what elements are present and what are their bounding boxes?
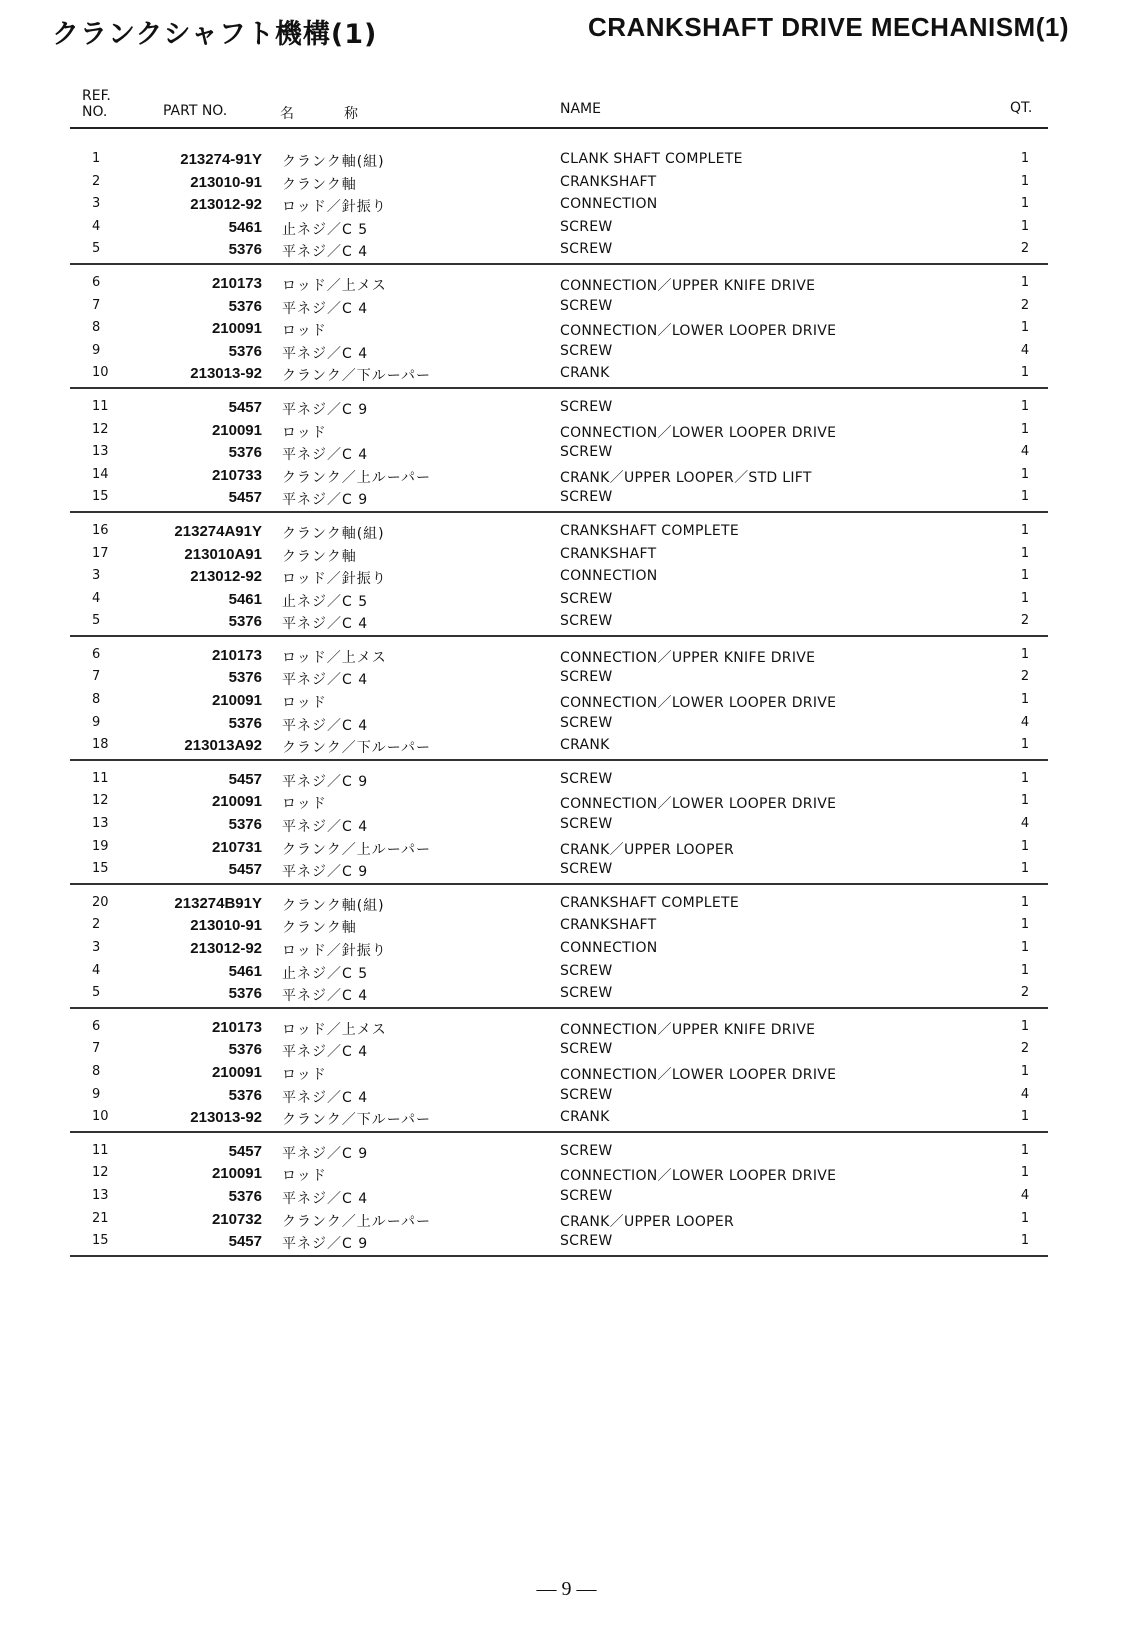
quantity-cell: 1 bbox=[1020, 421, 1030, 437]
part-no-cell: 5376 bbox=[228, 985, 262, 1003]
quantity-cell: 4 bbox=[1020, 444, 1030, 460]
name-cell: CONNECTION／UPPER KNIFE DRIVE bbox=[560, 1021, 816, 1038]
name-cell: SCREW bbox=[560, 444, 613, 461]
part-no-cell: 5376 bbox=[228, 297, 262, 315]
name-cell: SCREW bbox=[560, 613, 613, 630]
table-row bbox=[70, 362, 1048, 385]
quantity-cell: 1 bbox=[1020, 466, 1030, 482]
japanese-name-cell: 平ネジ／C 4 bbox=[282, 300, 369, 317]
part-no-cell: 5457 bbox=[228, 770, 262, 788]
parts-group bbox=[70, 265, 1048, 389]
japanese-name-cell: クランク／上ルーパー bbox=[282, 469, 432, 486]
japanese-name-cell: クランク／上ルーパー bbox=[282, 1213, 432, 1230]
part-no-cell: 5457 bbox=[228, 1233, 262, 1251]
header-quantity: QT. bbox=[1010, 100, 1033, 116]
ref-no-cell: 5 bbox=[92, 613, 101, 629]
ref-no-cell: 7 bbox=[92, 669, 101, 685]
name-cell: CLANK SHAFT COMPLETE bbox=[560, 151, 743, 167]
part-no-cell: 213012-92 bbox=[190, 196, 262, 214]
quantity-cell: 4 bbox=[1020, 1086, 1030, 1102]
table-row bbox=[70, 858, 1048, 881]
part-no-cell: 5376 bbox=[228, 816, 262, 834]
ref-no-cell: 5 bbox=[92, 241, 101, 257]
ref-no-cell: 8 bbox=[92, 1063, 101, 1079]
name-cell: CRANKSHAFT bbox=[560, 173, 657, 190]
quantity-cell: 1 bbox=[1020, 894, 1030, 910]
quantity-cell: 1 bbox=[1020, 770, 1030, 786]
japanese-name-cell: ロッド／上メス bbox=[282, 649, 387, 666]
ref-no-cell: 12 bbox=[92, 793, 109, 809]
part-no-cell: 5376 bbox=[228, 241, 262, 259]
part-no-cell: 5376 bbox=[228, 613, 262, 631]
name-cell: SCREW bbox=[560, 1233, 613, 1250]
ref-no-cell: 17 bbox=[92, 545, 109, 561]
part-no-cell: 210091 bbox=[211, 320, 262, 338]
quantity-cell: 1 bbox=[1020, 793, 1030, 809]
name-cell: CONNECTION bbox=[560, 568, 658, 585]
ref-no-cell: 8 bbox=[92, 320, 101, 336]
part-no-cell: 210733 bbox=[211, 466, 262, 484]
table-row bbox=[70, 712, 1048, 735]
table-row bbox=[70, 790, 1048, 813]
parts-group bbox=[70, 637, 1048, 761]
quantity-cell: 1 bbox=[1020, 646, 1030, 662]
name-cell: CONNECTION／LOWER LOOPER DRIVE bbox=[560, 424, 837, 441]
quantity-cell: 1 bbox=[1020, 838, 1030, 854]
part-no-cell: 210091 bbox=[211, 421, 262, 439]
japanese-name-cell: クランク軸(組) bbox=[282, 897, 385, 914]
name-cell: SCREW bbox=[560, 669, 613, 686]
table-row bbox=[70, 520, 1048, 543]
name-cell: CONNECTION／LOWER LOOPER DRIVE bbox=[560, 796, 837, 813]
quantity-cell: 1 bbox=[1020, 218, 1030, 234]
name-cell: SCREW bbox=[560, 962, 613, 979]
part-no-cell: 210731 bbox=[211, 838, 262, 856]
ref-no-cell: 18 bbox=[92, 737, 109, 753]
ref-no-cell: 7 bbox=[92, 297, 101, 313]
ref-no-cell: 19 bbox=[92, 838, 109, 854]
part-no-cell: 5376 bbox=[228, 1086, 262, 1104]
part-no-cell: 213012-92 bbox=[190, 940, 262, 957]
quantity-cell: 1 bbox=[1020, 692, 1030, 708]
part-no-cell: 5376 bbox=[228, 669, 262, 687]
part-no-cell: 213274-91Y bbox=[180, 151, 262, 168]
quantity-cell: 2 bbox=[1020, 985, 1030, 1001]
part-no-cell: 213013-92 bbox=[190, 365, 262, 383]
japanese-name-cell: 平ネジ／C 4 bbox=[282, 447, 369, 464]
page-title-english: CRANKSHAFT DRIVE MECHANISM(1) bbox=[587, 12, 1069, 42]
japanese-name-cell: ロッド／針振り bbox=[282, 199, 387, 216]
page-number: — 9 — bbox=[536, 1578, 597, 1600]
table-row bbox=[70, 419, 1048, 442]
japanese-name-cell: クランク軸 bbox=[282, 548, 357, 565]
japanese-name-cell: 平ネジ／C 4 bbox=[282, 1044, 369, 1061]
part-no-cell: 210091 bbox=[211, 692, 262, 710]
quantity-cell: 4 bbox=[1020, 816, 1030, 832]
quantity-cell: 4 bbox=[1020, 1187, 1030, 1203]
name-cell: SCREW bbox=[560, 297, 613, 314]
ref-no-cell: 9 bbox=[92, 714, 101, 730]
name-cell: SCREW bbox=[560, 1187, 613, 1204]
japanese-name-cell: クランク／上ルーパー bbox=[282, 841, 432, 858]
header-ref-line2: NO. bbox=[82, 104, 108, 120]
quantity-cell: 1 bbox=[1020, 962, 1030, 978]
part-no-cell: 5376 bbox=[228, 444, 262, 462]
quantity-cell: 1 bbox=[1020, 398, 1030, 414]
table-row bbox=[70, 317, 1048, 340]
name-cell: CRANK bbox=[560, 1109, 610, 1126]
parts-group bbox=[70, 513, 1048, 637]
japanese-name-cell: 平ネジ／C 9 bbox=[282, 401, 369, 418]
japanese-name-cell: 平ネジ／C 9 bbox=[282, 864, 369, 881]
ref-no-cell: 20 bbox=[92, 894, 109, 910]
name-cell: CRANKSHAFT bbox=[560, 545, 657, 562]
name-cell: CONNECTION／LOWER LOOPER DRIVE bbox=[560, 323, 837, 340]
name-cell: CRANKSHAFT bbox=[560, 917, 657, 934]
table-row bbox=[70, 644, 1048, 667]
japanese-name-cell: ロッド／針振り bbox=[282, 571, 387, 588]
ref-no-cell: 11 bbox=[92, 1142, 109, 1158]
table-row bbox=[70, 272, 1048, 295]
japanese-name-cell: 平ネジ／C 4 bbox=[282, 819, 369, 836]
japanese-name-cell: ロッド bbox=[282, 1168, 327, 1185]
ref-no-cell: 16 bbox=[92, 522, 109, 538]
quantity-cell: 1 bbox=[1020, 173, 1030, 189]
japanese-name-cell: ロッド／針振り bbox=[282, 943, 387, 959]
name-cell: CONNECTION／UPPER KNIFE DRIVE bbox=[560, 649, 816, 666]
part-no-cell: 5457 bbox=[228, 1142, 262, 1160]
ref-no-cell: 11 bbox=[92, 398, 109, 414]
part-no-cell: 213013A92 bbox=[184, 737, 262, 755]
table-row bbox=[70, 148, 1048, 171]
table-row bbox=[70, 441, 1048, 464]
quantity-cell: 1 bbox=[1020, 196, 1030, 212]
part-no-cell: 5461 bbox=[228, 218, 262, 236]
name-cell: CRANK／UPPER LOOPER bbox=[560, 841, 735, 858]
table-row bbox=[70, 1016, 1048, 1039]
table-row bbox=[70, 734, 1048, 757]
table-row bbox=[70, 171, 1048, 194]
japanese-name-cell: クランク／下ルーパー bbox=[282, 1112, 432, 1129]
table-row bbox=[70, 937, 1048, 960]
ref-no-cell: 9 bbox=[92, 342, 101, 358]
japanese-name-cell: 平ネジ／C 4 bbox=[282, 672, 369, 689]
table-row bbox=[70, 396, 1048, 419]
part-no-cell: 210732 bbox=[211, 1210, 262, 1228]
name-cell: SCREW bbox=[560, 985, 613, 1002]
table-row bbox=[70, 295, 1048, 318]
ref-no-cell: 3 bbox=[92, 940, 101, 955]
japanese-name-cell: クランク／下ルーパー bbox=[282, 740, 432, 757]
quantity-cell: 4 bbox=[1020, 714, 1030, 730]
part-no-cell: 5457 bbox=[228, 398, 262, 416]
table-row bbox=[70, 982, 1048, 1005]
name-cell: SCREW bbox=[560, 218, 613, 235]
table-row bbox=[70, 238, 1048, 261]
ref-no-cell: 13 bbox=[92, 444, 109, 460]
name-cell: SCREW bbox=[560, 1142, 613, 1159]
part-no-cell: 5376 bbox=[228, 1187, 262, 1205]
table-row bbox=[70, 1038, 1048, 1061]
quantity-cell: 4 bbox=[1020, 342, 1030, 358]
table-row bbox=[70, 1185, 1048, 1208]
quantity-cell: 1 bbox=[1020, 151, 1030, 166]
japanese-name-cell: ロッド／上メス bbox=[282, 277, 387, 294]
part-no-cell: 5461 bbox=[228, 590, 262, 608]
header-rule bbox=[70, 127, 1048, 129]
table-row bbox=[70, 543, 1048, 566]
japanese-name-cell: 平ネジ／C 4 bbox=[282, 616, 369, 633]
quantity-cell: 1 bbox=[1020, 1142, 1030, 1158]
japanese-name-cell: ロッド bbox=[282, 1066, 327, 1083]
part-no-cell: 213010-91 bbox=[190, 173, 262, 191]
ref-no-cell: 13 bbox=[92, 816, 109, 832]
quantity-cell: 1 bbox=[1020, 917, 1030, 933]
parts-group bbox=[70, 141, 1048, 265]
part-no-cell: 213274A91Y bbox=[174, 522, 262, 540]
quantity-cell: 1 bbox=[1020, 1018, 1030, 1034]
part-no-cell: 5376 bbox=[228, 714, 262, 732]
quantity-cell: 1 bbox=[1020, 365, 1030, 381]
ref-no-cell: 11 bbox=[92, 770, 109, 786]
japanese-name-cell: クランク軸 bbox=[282, 176, 357, 193]
name-cell: SCREW bbox=[560, 489, 613, 506]
japanese-name-cell: 平ネジ／C 9 bbox=[282, 492, 369, 509]
table-row bbox=[70, 1061, 1048, 1084]
part-no-cell: 5376 bbox=[228, 1041, 262, 1059]
table-row bbox=[70, 486, 1048, 509]
name-cell: CONNECTION／LOWER LOOPER DRIVE bbox=[560, 1168, 837, 1185]
quantity-cell: 1 bbox=[1020, 940, 1030, 955]
name-cell: SCREW bbox=[560, 816, 613, 833]
japanese-name-cell: 平ネジ／C 4 bbox=[282, 1190, 369, 1207]
part-no-cell: 5376 bbox=[228, 342, 262, 360]
page-title-japanese: クランクシャフト機構(1) bbox=[52, 19, 378, 50]
ref-no-cell: 13 bbox=[92, 1187, 109, 1203]
ref-no-cell: 2 bbox=[92, 173, 101, 189]
header-japanese-name bbox=[280, 103, 366, 123]
table-row bbox=[70, 689, 1048, 712]
table-row bbox=[70, 1208, 1048, 1231]
name-cell: SCREW bbox=[560, 398, 613, 415]
quantity-cell: 2 bbox=[1020, 241, 1030, 257]
parts-group bbox=[70, 389, 1048, 513]
table-row bbox=[70, 193, 1048, 216]
table-row bbox=[70, 464, 1048, 487]
quantity-cell: 1 bbox=[1020, 489, 1030, 505]
ref-no-cell: 4 bbox=[92, 962, 101, 978]
japanese-name-cell: 平ネジ／C 9 bbox=[282, 1145, 369, 1162]
ref-no-cell: 8 bbox=[92, 692, 101, 708]
name-cell: CRANK／UPPER LOOPER bbox=[560, 1213, 735, 1230]
name-cell: CRANKSHAFT COMPLETE bbox=[560, 522, 740, 539]
table-row bbox=[70, 768, 1048, 791]
japanese-name-cell: クランク軸(組) bbox=[282, 154, 385, 170]
part-no-cell: 213013-92 bbox=[190, 1109, 262, 1127]
header-jp-name-1: 名 bbox=[280, 106, 302, 122]
table-row bbox=[70, 340, 1048, 363]
japanese-name-cell: 平ネジ／C 4 bbox=[282, 244, 369, 261]
quantity-cell: 2 bbox=[1020, 297, 1030, 313]
ref-no-cell: 9 bbox=[92, 1086, 101, 1102]
ref-no-cell: 3 bbox=[92, 196, 101, 212]
ref-no-cell: 6 bbox=[92, 646, 101, 662]
table-row bbox=[70, 813, 1048, 836]
japanese-name-cell: 平ネジ／C 4 bbox=[282, 1089, 369, 1106]
ref-no-cell: 12 bbox=[92, 1165, 109, 1181]
name-cell: CONNECTION／LOWER LOOPER DRIVE bbox=[560, 1066, 837, 1083]
japanese-name-cell: ロッド／上メス bbox=[282, 1021, 387, 1038]
quantity-cell: 1 bbox=[1020, 590, 1030, 606]
quantity-cell: 1 bbox=[1020, 522, 1030, 538]
ref-no-cell: 4 bbox=[92, 218, 101, 234]
quantity-cell: 2 bbox=[1020, 669, 1030, 685]
table-row bbox=[70, 836, 1048, 859]
part-no-cell: 213010A91 bbox=[184, 545, 262, 563]
japanese-name-cell: クランク軸 bbox=[282, 920, 357, 937]
quantity-cell: 1 bbox=[1020, 1063, 1030, 1079]
ref-no-cell: 3 bbox=[92, 568, 101, 584]
table-row bbox=[70, 1140, 1048, 1163]
japanese-name-cell: 平ネジ／C 4 bbox=[282, 988, 369, 1005]
parts-group bbox=[70, 1133, 1048, 1257]
ref-no-cell: 15 bbox=[92, 861, 109, 877]
name-cell: SCREW bbox=[560, 714, 613, 731]
header-jp-name-2: 称 bbox=[344, 106, 366, 122]
quantity-cell: 1 bbox=[1020, 568, 1030, 584]
part-no-cell: 210173 bbox=[211, 274, 262, 292]
japanese-name-cell: ロッド bbox=[282, 424, 327, 441]
table-row bbox=[70, 610, 1048, 633]
parts-group bbox=[70, 885, 1048, 1009]
part-no-cell: 210091 bbox=[211, 1165, 262, 1183]
japanese-name-cell: ロッド bbox=[282, 796, 327, 813]
ref-no-cell: 10 bbox=[92, 365, 109, 381]
part-no-cell: 210173 bbox=[211, 646, 262, 664]
name-cell: CONNECTION／UPPER KNIFE DRIVE bbox=[560, 277, 816, 294]
quantity-cell: 1 bbox=[1020, 274, 1030, 290]
name-cell: CRANK bbox=[560, 737, 610, 754]
name-cell: SCREW bbox=[560, 861, 613, 878]
ref-no-cell: 15 bbox=[92, 489, 109, 505]
japanese-name-cell: ロッド bbox=[282, 323, 327, 340]
name-cell: SCREW bbox=[560, 241, 613, 258]
quantity-cell: 1 bbox=[1020, 1210, 1030, 1226]
name-cell: CRANK／UPPER LOOPER／STD LIFT bbox=[560, 469, 812, 486]
table-row bbox=[70, 588, 1048, 611]
ref-no-cell: 6 bbox=[92, 274, 101, 290]
ref-no-cell: 12 bbox=[92, 421, 109, 437]
table-row bbox=[70, 892, 1048, 915]
table-row bbox=[70, 914, 1048, 937]
japanese-name-cell: 平ネジ／C 9 bbox=[282, 1236, 369, 1253]
header-ref-no bbox=[82, 88, 111, 120]
header-part-no: PART NO. bbox=[163, 103, 228, 119]
ref-no-cell: 14 bbox=[92, 466, 109, 482]
ref-no-cell: 2 bbox=[92, 917, 101, 933]
ref-no-cell: 21 bbox=[92, 1210, 109, 1226]
part-no-cell: 210091 bbox=[211, 793, 262, 811]
name-cell: CONNECTION bbox=[560, 940, 658, 956]
parts-group bbox=[70, 761, 1048, 885]
japanese-name-cell: クランク軸(組) bbox=[282, 525, 385, 542]
quantity-cell: 1 bbox=[1020, 737, 1030, 753]
quantity-cell: 1 bbox=[1020, 1233, 1030, 1249]
ref-no-cell: 5 bbox=[92, 985, 101, 1001]
part-no-cell: 213010-91 bbox=[190, 917, 262, 935]
table-row bbox=[70, 960, 1048, 983]
ref-no-cell: 15 bbox=[92, 1233, 109, 1249]
japanese-name-cell: 平ネジ／C 9 bbox=[282, 773, 369, 790]
japanese-name-cell: 平ネジ／C 4 bbox=[282, 717, 369, 734]
name-cell: SCREW bbox=[560, 770, 613, 787]
header-name: NAME bbox=[560, 101, 601, 117]
japanese-name-cell: クランク／下ルーパー bbox=[282, 368, 432, 385]
table-row bbox=[70, 216, 1048, 239]
part-no-cell: 5461 bbox=[228, 962, 262, 980]
name-cell: CRANK bbox=[560, 365, 610, 382]
table-row bbox=[70, 666, 1048, 689]
part-no-cell: 210173 bbox=[211, 1018, 262, 1036]
part-no-cell: 213274B91Y bbox=[174, 894, 262, 912]
japanese-name-cell: 止ネジ／C 5 bbox=[282, 965, 369, 982]
parts-group bbox=[70, 1009, 1048, 1133]
quantity-cell: 2 bbox=[1020, 1041, 1030, 1057]
quantity-cell: 1 bbox=[1020, 1165, 1030, 1181]
name-cell: SCREW bbox=[560, 342, 613, 359]
ref-no-cell: 10 bbox=[92, 1109, 109, 1125]
table-row bbox=[70, 1106, 1048, 1129]
quantity-cell: 1 bbox=[1020, 545, 1030, 561]
table-row bbox=[70, 1230, 1048, 1253]
ref-no-cell: 1 bbox=[92, 151, 101, 166]
quantity-cell: 2 bbox=[1020, 613, 1030, 629]
header-ref-line1: REF. bbox=[82, 88, 111, 104]
japanese-name-cell: ロッド bbox=[282, 695, 327, 712]
quantity-cell: 1 bbox=[1020, 861, 1030, 877]
name-cell: SCREW bbox=[560, 590, 613, 607]
ref-no-cell: 4 bbox=[92, 590, 101, 606]
part-no-cell: 210091 bbox=[211, 1063, 262, 1081]
part-no-cell: 5457 bbox=[228, 861, 262, 879]
table-row bbox=[70, 1084, 1048, 1107]
part-no-cell: 213012-92 bbox=[190, 568, 262, 586]
name-cell: CONNECTION／LOWER LOOPER DRIVE bbox=[560, 695, 837, 712]
quantity-cell: 1 bbox=[1020, 1109, 1030, 1125]
table-row bbox=[70, 565, 1048, 588]
parts-table bbox=[0, 141, 1133, 1257]
japanese-name-cell: 平ネジ／C 4 bbox=[282, 345, 369, 362]
quantity-cell: 1 bbox=[1020, 320, 1030, 336]
japanese-name-cell: 止ネジ／C 5 bbox=[282, 221, 369, 238]
name-cell: CONNECTION bbox=[560, 196, 658, 213]
ref-no-cell: 6 bbox=[92, 1018, 101, 1034]
table-row bbox=[70, 1162, 1048, 1185]
ref-no-cell: 7 bbox=[92, 1041, 101, 1057]
japanese-name-cell: 止ネジ／C 5 bbox=[282, 593, 369, 610]
name-cell: SCREW bbox=[560, 1086, 613, 1103]
name-cell: SCREW bbox=[560, 1041, 613, 1058]
name-cell: CRANKSHAFT COMPLETE bbox=[560, 894, 740, 911]
part-no-cell: 5457 bbox=[228, 489, 262, 507]
